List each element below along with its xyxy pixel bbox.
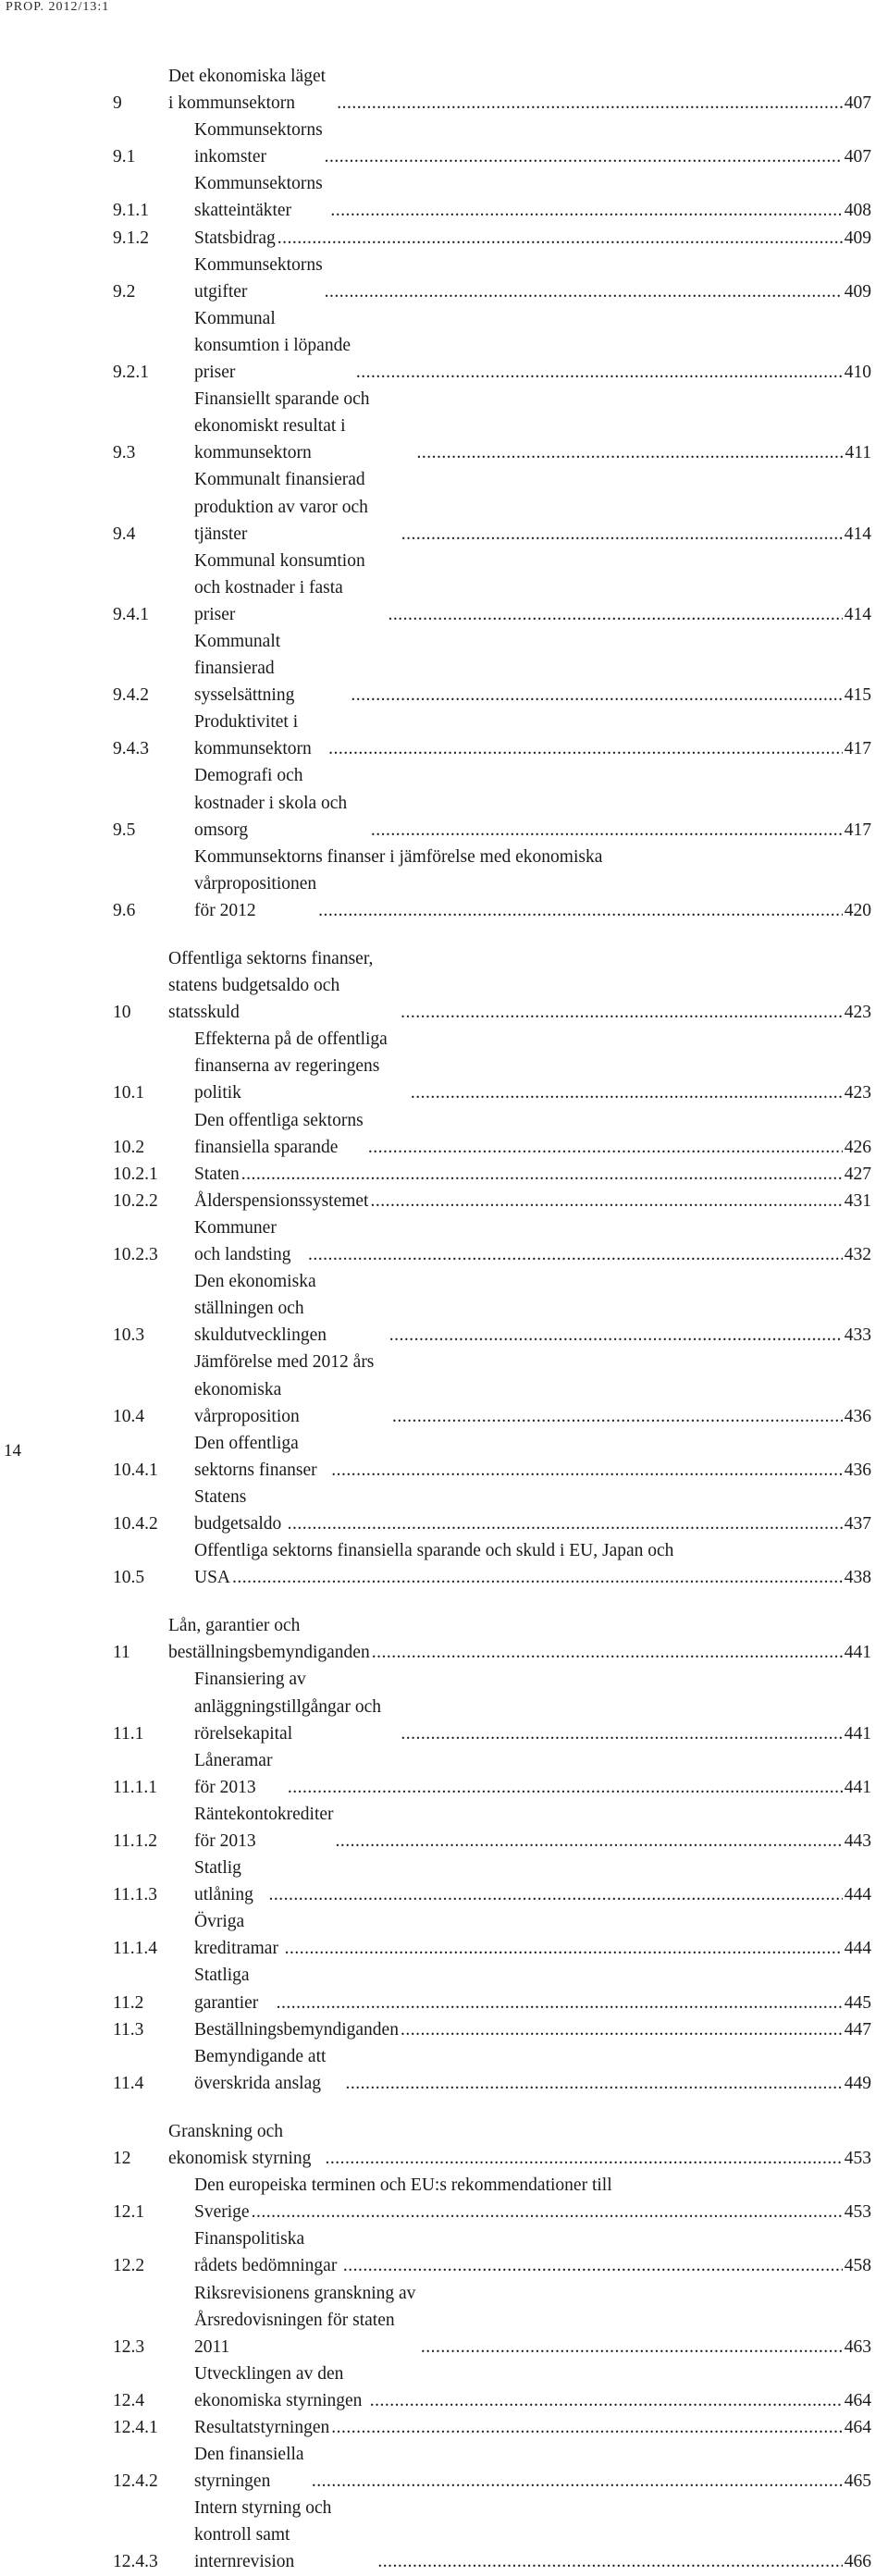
- entry-title: Den finansiella styrningen: [194, 2445, 309, 2492]
- entry-page-number: 464: [844, 2390, 871, 2410]
- dot-leader: [389, 1322, 843, 1349]
- entry-number: 11.2: [113, 1992, 144, 2013]
- entry-number: 10.1: [113, 1083, 145, 1103]
- entry-page-number: 409: [844, 281, 871, 302]
- entry-page-number: 410: [844, 363, 871, 383]
- toc-entry[interactable]: [113, 1962, 871, 2015]
- entry-title: Intern styrning och kontroll samt internrevision: [194, 2498, 337, 2572]
- entry-number: 9.6: [113, 900, 136, 920]
- toc-chapter-entry[interactable]: [113, 1612, 871, 1666]
- dot-leader: [285, 1935, 843, 1962]
- entry-title: Bemyndigande att överskrida anslag: [194, 2046, 331, 2093]
- entry-title: Kommunalt finansierad sysselsättning: [194, 631, 295, 706]
- dot-leader: [318, 897, 843, 924]
- toc-entry[interactable]: [113, 1188, 871, 1214]
- entry-title-block: [194, 1537, 845, 1591]
- entry-number: 11.1.2: [113, 1831, 158, 1851]
- entry-title: Kommunalt finansierad produktion av varor och tjänster: [194, 470, 373, 544]
- entry-number: 12.3: [113, 2336, 145, 2357]
- entry-title: Beställningsbemyndiganden: [194, 2019, 399, 2040]
- entry-page-number: 447: [844, 2019, 871, 2040]
- entry-number: 12.1: [113, 2202, 145, 2223]
- toc-entry[interactable]: [113, 1666, 871, 1746]
- entry-title: Finansiering av anläggningstillgångar och rörelsekapital: [194, 1670, 386, 1744]
- dot-leader: [401, 2016, 843, 2043]
- dot-leader: [401, 999, 843, 1026]
- entry-page-number: 409: [844, 228, 871, 248]
- entry-title-block: [194, 1107, 845, 1161]
- entry-page-number: 407: [844, 93, 871, 114]
- entry-number: 10.2.1: [113, 1164, 158, 1184]
- entry-title: Kommunsektorns inkomster: [194, 120, 327, 167]
- entry-title: Granskning och ekonomisk styrning: [168, 2121, 312, 2169]
- toc-entry[interactable]: [113, 1107, 871, 1161]
- entry-page-number: 458: [844, 2256, 871, 2276]
- entry-number: 10.2: [113, 1137, 145, 1157]
- entry-title-block: [194, 170, 845, 224]
- entry-title: Demografi och kostnader i skola och omsorg: [194, 766, 352, 840]
- dot-leader: [371, 817, 843, 844]
- dot-leader: [343, 2252, 843, 2279]
- section-gap: [113, 2097, 871, 2118]
- entry-page-number: 426: [844, 1137, 871, 1157]
- toc-section: [113, 945, 871, 1591]
- entry-page-number: 414: [844, 524, 871, 544]
- entry-title: Den offentliga sektorns finanser: [194, 1433, 317, 1480]
- entry-page-number: 432: [844, 1245, 871, 1265]
- entry-title: Staten: [194, 1164, 240, 1184]
- entry-title: Produktivitet i kommunsektorn: [194, 712, 312, 759]
- toc-entry[interactable]: [113, 1026, 871, 1106]
- entry-title-block: [194, 1430, 845, 1484]
- entry-number: 9: [113, 93, 122, 114]
- entry-title: Statens budgetsaldo: [194, 1486, 282, 1534]
- table-of-contents: [113, 63, 871, 2576]
- toc-entry[interactable]: [113, 117, 871, 170]
- entry-number: 10: [113, 1003, 131, 1023]
- toc-entry[interactable]: [113, 1214, 871, 1268]
- entry-title-block: [194, 2414, 845, 2441]
- toc-entry[interactable]: [113, 1430, 871, 1484]
- entry-page-number: 423: [844, 1003, 871, 1023]
- dot-leader: [288, 1510, 843, 1537]
- entry-number: 9.2.1: [113, 363, 149, 383]
- entry-title-block: [194, 2280, 845, 2360]
- entry-number: 10.4: [113, 1406, 145, 1426]
- toc-entry[interactable]: [113, 2172, 871, 2225]
- entry-number: 12.4: [113, 2390, 145, 2410]
- entry-title-continuation: vårpropositionen för 2012: [194, 873, 322, 920]
- toc-entry[interactable]: [113, 2280, 871, 2360]
- entry-title-block: [194, 709, 845, 762]
- entry-title-block: [194, 1026, 845, 1106]
- entry-title: Finanspolitiska rådets bedömningar: [194, 2229, 338, 2276]
- entry-number: 9.1: [113, 147, 136, 167]
- dot-leader: [401, 521, 843, 548]
- entry-title-block: [194, 1908, 845, 1962]
- toc-entry[interactable]: [113, 2360, 871, 2414]
- entry-title: Övriga kreditramar: [194, 1912, 278, 1959]
- entry-number: 11.1.3: [113, 1885, 158, 1905]
- dot-leader: [377, 2548, 842, 2575]
- toc-entry[interactable]: [113, 844, 871, 924]
- entry-page-number: 441: [844, 1643, 871, 1663]
- dot-leader: [368, 1134, 843, 1161]
- entry-title-block: [194, 628, 845, 709]
- entry-number: 10.4.2: [113, 1513, 158, 1534]
- entry-page-number: 465: [844, 2471, 871, 2492]
- dot-leader: [269, 1881, 843, 1908]
- entry-title: Ålderspensionssystemet: [194, 1190, 369, 1211]
- entry-number: 9.1.1: [113, 201, 149, 221]
- entry-title-block: [194, 252, 845, 305]
- dot-leader: [336, 1828, 843, 1855]
- toc-entry[interactable]: [113, 466, 871, 547]
- entry-title-block: [194, 2441, 845, 2495]
- entry-page-number: 453: [844, 2149, 871, 2169]
- dot-leader: [330, 197, 842, 224]
- entry-title-block: [168, 63, 845, 117]
- entry-page-number: 415: [844, 685, 871, 706]
- entry-number: 12.2: [113, 2256, 145, 2276]
- entry-page-number: 444: [844, 1885, 871, 1905]
- entry-page-number: 444: [844, 1939, 871, 1959]
- entry-title: Kommunal konsumtion i löpande priser: [194, 308, 355, 383]
- entry-number: 9.4.2: [113, 685, 149, 706]
- dot-leader: [252, 2199, 843, 2225]
- toc-entry[interactable]: [113, 1349, 871, 1429]
- entry-title: Riksrevisionens granskning av Årsredovisningen för staten 2011: [194, 2283, 421, 2357]
- dot-leader: [372, 1639, 843, 1666]
- entry-title-block: [194, 2016, 845, 2043]
- entry-page-number: 417: [844, 820, 871, 840]
- entry-title-continuation: USA: [194, 1568, 231, 1588]
- entry-title-continuation: Sverige: [194, 2202, 250, 2223]
- entry-title-block: [194, 225, 845, 252]
- entry-title: Kommunsektorns finanser i jämförelse med ekonomiska: [194, 846, 603, 867]
- entry-number: 11.1: [113, 1723, 144, 1744]
- toc-chapter-entry[interactable]: [113, 945, 871, 1026]
- entry-title-continuation-line: [194, 2199, 845, 2225]
- toc-entry[interactable]: [113, 170, 871, 224]
- entry-title-block: [194, 1666, 845, 1746]
- entry-number: 11.1.1: [113, 1777, 158, 1797]
- entry-page-number: 464: [844, 2417, 871, 2437]
- dot-leader: [351, 682, 842, 709]
- entry-title: Statliga garantier: [194, 1966, 259, 2013]
- entry-title: Resultatstyrningen: [194, 2417, 330, 2437]
- entry-title-block: [194, 386, 845, 466]
- section-gap: [113, 924, 871, 945]
- toc-entry[interactable]: [113, 1801, 871, 1855]
- entry-title-block: [194, 305, 845, 386]
- toc-entry[interactable]: [113, 1484, 871, 1537]
- toc-entry[interactable]: [113, 1908, 871, 1962]
- entry-title-continuation-line: [194, 870, 845, 924]
- dot-leader: [288, 1774, 843, 1801]
- toc-entry[interactable]: [113, 2016, 871, 2043]
- dot-leader: [325, 2145, 842, 2172]
- entry-title-continuation-line: [194, 1564, 845, 1591]
- dot-leader: [312, 2468, 843, 2495]
- dot-leader: [325, 278, 843, 305]
- entry-title-block: [194, 1161, 845, 1188]
- entry-title-block: [168, 2118, 845, 2172]
- toc-entry[interactable]: [113, 762, 871, 843]
- entry-title: Låneramar för 2013: [194, 1750, 278, 1797]
- entry-title: Den offentliga sektorns finansiella sparande: [194, 1110, 368, 1157]
- entry-title: Utvecklingen av den ekonomiska styrningen: [194, 2363, 363, 2410]
- entry-number: 11.1.4: [113, 1939, 158, 1959]
- entry-title-block: [194, 1801, 845, 1855]
- entry-title-block: [194, 466, 845, 547]
- entry-title-block: [194, 1962, 845, 2015]
- entry-page-number: 463: [844, 2336, 871, 2357]
- entry-number: 9.1.2: [113, 228, 149, 248]
- entry-number: 12.4.2: [113, 2471, 158, 2492]
- dot-leader: [345, 2070, 842, 2097]
- entry-title: Den europeiska terminen och EU:s rekommendationer till: [194, 2175, 612, 2196]
- entry-number: 9.2: [113, 281, 136, 302]
- entry-number: 10.3: [113, 1325, 145, 1346]
- entry-title: Jämförelse med 2012 års ekonomiska vårproposition: [194, 1352, 379, 1426]
- toc-chapter-entry[interactable]: [113, 63, 871, 117]
- dot-leader: [308, 1241, 843, 1268]
- entry-title-block: [194, 1855, 845, 1908]
- toc-entry[interactable]: [113, 2441, 871, 2495]
- entry-title: Kommuner och landsting: [194, 1217, 291, 1265]
- entry-number: 9.3: [113, 443, 136, 463]
- entry-title-block: [194, 2360, 845, 2414]
- toc-entry[interactable]: [113, 548, 871, 628]
- entry-title: Lån, garantier och beställningsbemyndiganden: [168, 1616, 370, 1663]
- entry-title-block: [194, 1268, 845, 1349]
- toc-chapter-entry[interactable]: [113, 2118, 871, 2172]
- toc-entry[interactable]: [113, 709, 871, 762]
- toc-section: [113, 2118, 871, 2576]
- entry-page-number: 417: [844, 739, 871, 759]
- entry-title-block: [194, 1214, 845, 1268]
- dot-leader: [421, 2334, 843, 2360]
- toc-section: [113, 63, 871, 924]
- entry-title: Kommunsektorns skatteintäkter: [194, 174, 327, 221]
- dot-leader: [278, 225, 843, 252]
- entry-page-number: 436: [844, 1406, 871, 1426]
- entry-title: Statsbidrag: [194, 228, 276, 248]
- entry-page-number: 433: [844, 1325, 871, 1346]
- entry-title: Kommunal konsumtion och kostnader i fasta priser: [194, 550, 370, 624]
- dot-leader: [392, 1403, 843, 1430]
- entry-number: 9.5: [113, 820, 136, 840]
- entry-page-number: 411: [845, 443, 871, 463]
- entry-page-number: 423: [844, 1083, 871, 1103]
- entry-title-block: [168, 945, 845, 1026]
- entry-number: 9.4.3: [113, 739, 149, 759]
- entry-title-block: [194, 117, 845, 170]
- entry-number: 12: [113, 2149, 131, 2169]
- entry-title-block: [194, 1349, 845, 1429]
- dot-leader: [401, 1720, 842, 1747]
- entry-page-number: 443: [844, 1831, 871, 1851]
- entry-title: Kommunsektorns utgifter: [194, 254, 327, 302]
- toc-entry[interactable]: [113, 2225, 871, 2279]
- dot-leader: [337, 90, 843, 117]
- toc-entry[interactable]: [113, 1268, 871, 1349]
- entry-page-number: 445: [844, 1992, 871, 2013]
- entry-number: 10.4.1: [113, 1460, 158, 1480]
- entry-page-number: 449: [844, 2073, 871, 2093]
- toc-entry[interactable]: [113, 1855, 871, 1908]
- dot-leader: [331, 2414, 843, 2441]
- entry-page-number: 453: [844, 2202, 871, 2223]
- entry-title-block: [194, 2043, 845, 2097]
- entry-page-number: 441: [844, 1777, 871, 1797]
- entry-title: Det ekonomiska läget i kommunsektorn: [168, 67, 330, 114]
- entry-number: 11.3: [113, 2019, 144, 2040]
- toc-entry[interactable]: [113, 1161, 871, 1188]
- dot-leader: [232, 1564, 843, 1591]
- entry-title-block: [194, 762, 845, 843]
- dot-leader: [241, 1161, 843, 1188]
- dot-leader: [331, 1457, 843, 1484]
- running-head: PROP. 2012/13:1: [6, 0, 110, 14]
- entry-number: 12.4.1: [113, 2417, 158, 2437]
- entry-title-block: [194, 844, 845, 924]
- entry-number: 10.2.3: [113, 1245, 158, 1265]
- toc-section: [113, 1612, 871, 2097]
- entry-page-number: 414: [844, 604, 871, 624]
- entry-title: Statlig utlåning: [194, 1858, 253, 1905]
- entry-page-number: 441: [844, 1723, 871, 1744]
- entry-title-block: [194, 2225, 845, 2279]
- entry-title-block: [168, 1612, 845, 1666]
- dot-leader: [370, 1188, 842, 1214]
- dot-leader: [277, 1990, 843, 2016]
- entry-title: Effekterna på de offentliga finanserna av regeringens politik: [194, 1029, 392, 1103]
- entry-page-number: 436: [844, 1460, 871, 1480]
- dot-leader: [417, 439, 844, 466]
- dot-leader: [328, 735, 843, 762]
- entry-page-number: 407: [844, 147, 871, 167]
- entry-title: Räntekontokrediter för 2013: [194, 1804, 339, 1851]
- toc-entry[interactable]: [113, 1747, 871, 1801]
- entry-page-number: 408: [844, 201, 871, 221]
- entry-page-number: 466: [844, 2552, 871, 2572]
- entry-number: 9.4.1: [113, 604, 149, 624]
- entry-number: 9.4: [113, 524, 136, 544]
- entry-number: 12.4.3: [113, 2552, 158, 2572]
- entry-title: Offentliga sektorns finanser, statens budgetsaldo och statsskuld: [168, 949, 378, 1023]
- entry-title-block: [194, 1188, 845, 1214]
- entry-page-number: 420: [844, 900, 871, 920]
- dot-leader: [356, 359, 843, 386]
- entry-title-block: [194, 1747, 845, 1801]
- toc-entry[interactable]: [113, 252, 871, 305]
- dot-leader: [388, 601, 843, 628]
- entry-title-block: [194, 1484, 845, 1537]
- dot-leader: [370, 2387, 843, 2414]
- page-number: 14: [4, 1441, 21, 1461]
- toc-entry[interactable]: [113, 2414, 871, 2441]
- toc-entry[interactable]: [113, 1537, 871, 1591]
- section-gap: [113, 1591, 871, 1612]
- dot-leader: [411, 1079, 843, 1106]
- toc-entry[interactable]: [113, 305, 871, 386]
- toc-entry[interactable]: [113, 225, 871, 252]
- entry-title-block: [194, 548, 845, 628]
- entry-title: Den ekonomiska ställningen och skuldutvecklingen: [194, 1272, 327, 1346]
- toc-entry[interactable]: [113, 628, 871, 709]
- entry-page-number: 427: [844, 1164, 871, 1184]
- entry-title-block: [194, 2172, 845, 2225]
- entry-number: 10.2.2: [113, 1190, 158, 1211]
- entry-number: 10.5: [113, 1568, 145, 1588]
- entry-number: 11.4: [113, 2073, 144, 2093]
- entry-page-number: 438: [844, 1568, 871, 1588]
- toc-entry[interactable]: [113, 2043, 871, 2097]
- entry-title: Finansiellt sparande och ekonomiskt resultat i kommunsektorn: [194, 389, 375, 463]
- entry-page-number: 431: [844, 1190, 871, 1211]
- dot-leader: [325, 143, 843, 170]
- toc-entry[interactable]: [113, 386, 871, 466]
- entry-page-number: 437: [844, 1513, 871, 1534]
- entry-number: 11: [113, 1643, 130, 1663]
- toc-entry[interactable]: [113, 2495, 871, 2575]
- entry-title-block: [194, 2495, 845, 2575]
- entry-title: Offentliga sektorns finansiella sparande och skuld i EU, Japan och: [194, 1541, 674, 1561]
